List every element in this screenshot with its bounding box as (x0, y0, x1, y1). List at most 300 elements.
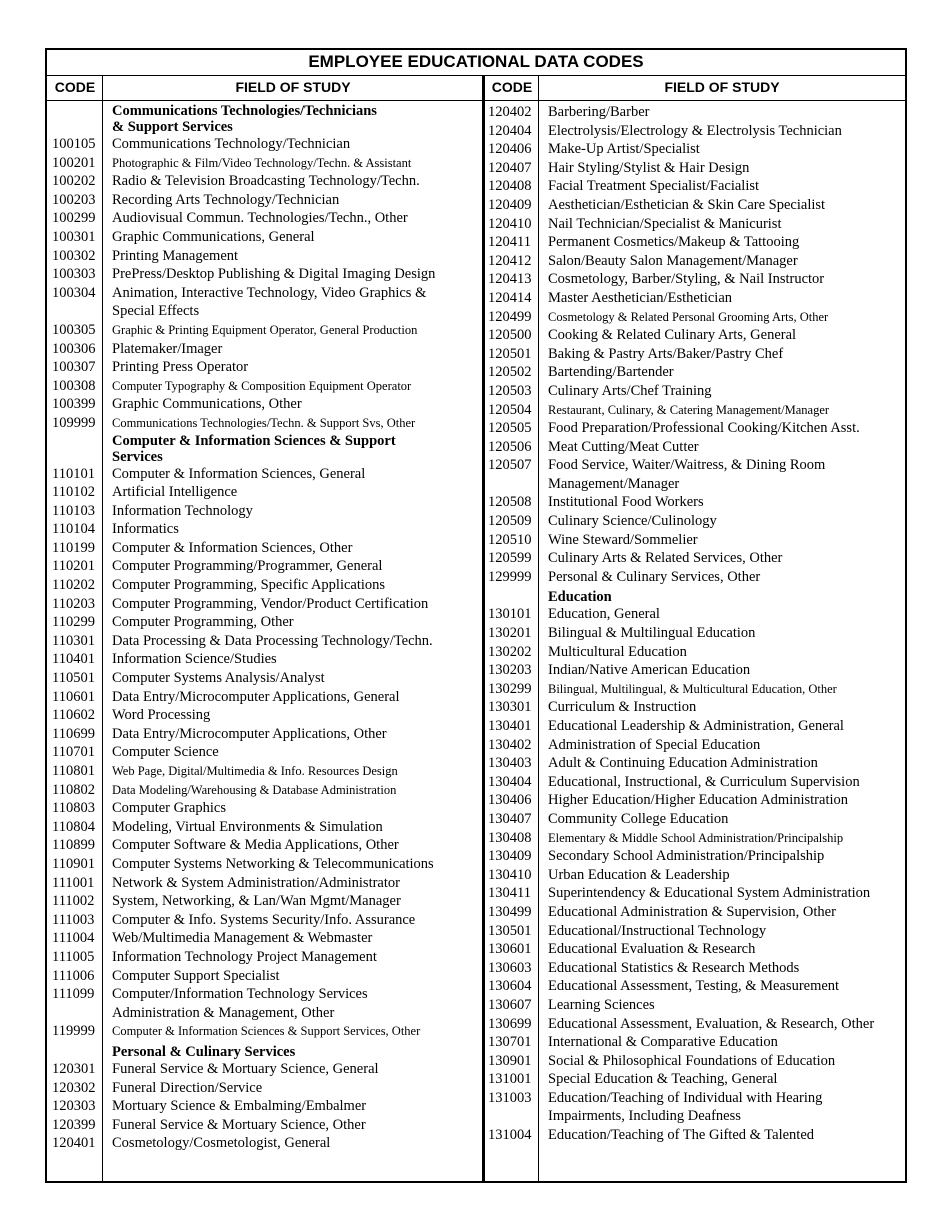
table-row (49, 557, 481, 576)
code-cell: 120599 (488, 550, 532, 567)
field-cell: Computer Software & Media Applications, Other (112, 837, 399, 854)
code-cell: 120413 (488, 271, 532, 288)
table-row (49, 632, 481, 651)
table-row (49, 395, 481, 414)
field-cell: Aesthetician/Esthetician & Skin Care Specialist (548, 196, 826, 213)
field-cell: Personal & Culinary Services (112, 1043, 296, 1060)
table-row (485, 475, 905, 494)
code-cell: 110203 (52, 595, 95, 612)
code-cell: 130301 (488, 699, 532, 716)
field-cell: Educational Administration & Supervision, Other (548, 903, 836, 920)
code-cell: 130901 (488, 1052, 532, 1069)
code-cell: 120406 (488, 141, 532, 158)
code-cell (485, 1107, 539, 1126)
code-cell (485, 589, 539, 605)
code-cell: 110101 (52, 465, 95, 482)
field-cell: Social & Philosophical Foundations of Education (548, 1052, 836, 1069)
table-row (49, 191, 481, 210)
code-cell: 130401 (488, 718, 532, 734)
table-row (485, 140, 905, 159)
field-cell: Education/Teaching of Individual with Hearing (548, 1089, 823, 1106)
table-row (485, 1107, 905, 1126)
code-cell: 130607 (488, 996, 532, 1013)
field-cell: Computer Support Specialist (112, 967, 280, 984)
field-cell: Mortuary Science & Embalming/Embalmer (112, 1098, 367, 1115)
table-row (49, 855, 481, 874)
field-cell: Community College Education (548, 810, 729, 827)
table-row (485, 884, 905, 903)
code-cell: 110699 (52, 725, 95, 742)
field-cell: Impairments, Including Deafness (548, 1108, 741, 1125)
code-cell: 130604 (488, 978, 532, 995)
code-cell: 110802 (52, 781, 95, 798)
field-cell: Administration of Special Education (548, 736, 761, 753)
code-cell: 100303 (52, 266, 96, 283)
table-row (49, 1134, 481, 1153)
field-cell: Computer Programming, Vendor/Product Certification (112, 595, 429, 612)
field-cell: Personal & Culinary Services, Other (548, 568, 761, 585)
table-row (49, 799, 481, 818)
code-cell: 111003 (52, 911, 95, 928)
table-row (485, 1126, 905, 1145)
field-cell: Printing Management (112, 247, 239, 264)
table-row (49, 358, 481, 377)
field-cell: Web/Multimedia Management & Webmaster (112, 930, 373, 947)
field-cell: Cooking & Related Culinary Arts, General (548, 327, 797, 344)
field-cell: Food Service, Waiter/Waitress, & Dining Room (548, 457, 826, 474)
field-cell: Bilingual & Multilingual Education (548, 625, 756, 642)
field-cell: Data Processing & Data Processing Technology/Techn. (112, 632, 433, 649)
field-cell: Bilingual, Multilingual, & Multicultural Education, Other (548, 681, 837, 696)
field-cell: Information Science/Studies (112, 651, 277, 668)
field-cell: Graphic Communications, Other (112, 396, 302, 413)
section-heading (49, 103, 481, 119)
code-cell: 120503 (488, 382, 532, 399)
code-cell: 110899 (52, 837, 95, 854)
code-cell: 110801 (52, 763, 95, 779)
code-cell: 130299 (488, 680, 532, 697)
table-row (49, 520, 481, 539)
table-row (485, 103, 905, 122)
field-cell: Restaurant, Culinary, & Catering Management/Manager (548, 402, 830, 417)
field-cell: Modeling, Virtual Environments & Simulation (112, 818, 383, 835)
field-cell: Computer Programming, Specific Applications (112, 577, 386, 594)
table-row (49, 265, 481, 284)
code-cell: 120401 (52, 1135, 96, 1152)
code-cell: 120407 (488, 159, 532, 176)
field-cell: Computer & Information Sciences, Other (112, 539, 353, 556)
field-cell: Education, General (548, 606, 660, 623)
code-cell: 130409 (488, 848, 532, 865)
field-cell: Adult & Continuing Education Administration (548, 755, 818, 772)
field-cell: Culinary Arts/Chef Training (548, 382, 712, 399)
table-row (49, 613, 481, 632)
field-cell: Photographic & Film/Video Technology/Techn. & Assistant (112, 155, 412, 170)
field-cell: Printing Press Operator (112, 359, 249, 376)
table-row (49, 688, 481, 707)
code-cell: 130499 (488, 903, 532, 920)
table-row (485, 382, 905, 401)
table-row (485, 438, 905, 457)
table-row (49, 967, 481, 986)
code-cell: 111005 (52, 948, 95, 965)
table-row (485, 549, 905, 568)
code-cell: 110803 (52, 800, 95, 817)
field-cell: PrePress/Desktop Publishing & Digital Imaging Design (112, 266, 436, 283)
section-heading (485, 589, 905, 605)
code-cell: 109999 (52, 414, 96, 431)
code-cell: 130408 (488, 829, 532, 846)
code-cell: 111004 (52, 930, 95, 947)
code-cell: 100307 (52, 359, 96, 376)
table-row (485, 847, 905, 866)
field-cell: Educational Statistics & Research Methods (548, 959, 800, 976)
code-cell: 120508 (488, 494, 532, 511)
code-cell: 111006 (52, 967, 95, 984)
code-cell: 131004 (488, 1127, 532, 1144)
field-cell: Computer Programming, Other (112, 614, 294, 631)
table-row (485, 1033, 905, 1052)
code-cell (49, 103, 103, 119)
field-cell: Educational Assessment, Evaluation, & Research, Other (548, 1015, 875, 1032)
field-cell: Graphic & Printing Equipment Operator, General Production (112, 322, 418, 337)
code-cell: 120510 (488, 531, 532, 548)
table-row (485, 270, 905, 289)
code-cell: 130402 (488, 736, 532, 753)
code-cell: 130501 (488, 922, 532, 939)
code-cell: 130201 (488, 625, 532, 642)
table-row (485, 419, 905, 438)
code-cell: 120507 (488, 457, 532, 474)
field-cell: Computer/Information Technology Services (112, 986, 368, 1003)
table-row (485, 903, 905, 922)
table-row (485, 568, 905, 587)
table-row (49, 135, 481, 154)
field-header-right: FIELD OF STUDY (539, 77, 905, 101)
table-row (485, 177, 905, 196)
table-row (49, 172, 481, 191)
field-cell: Informatics (112, 521, 179, 538)
field-cell: International & Comparative Education (548, 1034, 778, 1051)
table-row (49, 892, 481, 911)
table-row (49, 154, 481, 173)
code-cell: 110901 (52, 855, 95, 872)
field-cell: Bartending/Bartender (548, 364, 674, 381)
code-cell (49, 119, 103, 135)
code-cell: 100203 (52, 191, 96, 208)
field-cell: Urban Education & Leadership (548, 866, 730, 883)
code-cell: 130411 (488, 885, 531, 902)
table-row (49, 595, 481, 614)
field-cell: Culinary Science/Culinology (548, 513, 717, 530)
field-cell: Platemaker/Imager (112, 340, 223, 357)
table-row (485, 363, 905, 382)
field-cell: System, Networking, & Lan/Wan Mgmt/Manager (112, 893, 401, 910)
code-cell (485, 475, 539, 494)
code-cell: 131001 (488, 1071, 532, 1088)
code-cell: 120414 (488, 289, 532, 306)
table-row (485, 159, 905, 178)
table-row (485, 829, 905, 848)
code-cell: 131003 (488, 1089, 532, 1106)
code-cell: 110701 (52, 744, 95, 761)
code-cell: 130101 (488, 606, 532, 623)
code-cell: 100305 (52, 321, 96, 338)
table-row (49, 929, 481, 948)
code-cell (49, 433, 103, 449)
code-cell: 130603 (488, 959, 532, 976)
field-cell: Audiovisual Commun. Technologies/Techn., Other (112, 210, 408, 227)
field-cell: Funeral Direction/Service (112, 1079, 263, 1096)
table-row (49, 1004, 481, 1023)
field-cell: Special Effects (112, 303, 200, 320)
field-cell: Data Entry/Microcomputer Applications, Other (112, 725, 387, 742)
field-cell: Cosmetology & Related Personal Grooming Arts, Other (548, 309, 829, 324)
table-row (49, 650, 481, 669)
field-cell: Wine Steward/Sommelier (548, 531, 698, 548)
field-cell: Educational Evaluation & Research (548, 941, 756, 958)
table-row (485, 773, 905, 792)
table-row (485, 1052, 905, 1071)
table-row (49, 209, 481, 228)
code-cell: 120399 (52, 1116, 96, 1133)
code-cell: 120402 (488, 104, 532, 120)
field-cell: Computer Typography & Composition Equipment Operator (112, 378, 412, 393)
table-row (485, 456, 905, 475)
table-row (485, 326, 905, 345)
table-row (485, 940, 905, 959)
code-cell: 110401 (52, 651, 95, 668)
code-cell: 100105 (52, 136, 96, 152)
field-cell: Artificial Intelligence (112, 484, 238, 501)
section-heading (49, 119, 481, 135)
left-column (49, 103, 481, 1153)
table-row (485, 1070, 905, 1089)
table-row (49, 377, 481, 396)
table-row (485, 959, 905, 978)
table-row (49, 1022, 481, 1041)
table-row (49, 321, 481, 340)
code-header-left: CODE (47, 77, 103, 101)
table-row (49, 228, 481, 247)
table-row (485, 252, 905, 271)
table-row (49, 669, 481, 688)
code-cell: 120409 (488, 196, 532, 213)
code-cell: 120499 (488, 308, 532, 325)
field-cell: Nail Technician/Specialist & Manicurist (548, 215, 782, 232)
code-cell: 129999 (488, 568, 532, 585)
section-heading (49, 1044, 481, 1060)
table-row (485, 624, 905, 643)
table-row (485, 289, 905, 308)
code-cell (49, 1044, 103, 1060)
section-heading (49, 449, 481, 465)
code-cell: 111099 (52, 986, 95, 1003)
field-cell: Communications Technologies/Technicians (112, 103, 377, 119)
code-header-right: CODE (485, 77, 539, 101)
field-cell: Computer Science (112, 744, 219, 761)
code-cell: 110601 (52, 688, 95, 705)
code-cell: 100399 (52, 396, 96, 413)
table-row (485, 1015, 905, 1034)
table-row (485, 308, 905, 327)
table-row (49, 247, 481, 266)
table-row (485, 122, 905, 141)
code-cell: 100308 (52, 377, 96, 394)
table-row (485, 736, 905, 755)
field-cell: Graphic Communications, General (112, 228, 315, 245)
code-cell (49, 1004, 103, 1023)
field-cell: Funeral Service & Mortuary Science, Other (112, 1116, 366, 1133)
table-title: EMPLOYEE EDUCATIONAL DATA CODES (47, 50, 905, 76)
table-row (49, 1097, 481, 1116)
table-row (49, 465, 481, 484)
field-cell: Barbering/Barber (548, 104, 650, 120)
section-heading (49, 433, 481, 449)
table-row (49, 762, 481, 781)
field-cell: Permanent Cosmetics/Makeup & Tattooing (548, 234, 800, 251)
code-cell: 110301 (52, 632, 95, 649)
field-cell: Computer Programming/Programmer, General (112, 558, 383, 575)
table-row (485, 493, 905, 512)
field-cell: Make-Up Artist/Specialist (548, 141, 700, 158)
field-cell: Radio & Television Broadcasting Technology/Techn. (112, 173, 420, 190)
code-cell: 120504 (488, 401, 532, 418)
field-cell: Multicultural Education (548, 643, 687, 660)
table-row (49, 1079, 481, 1098)
code-cell: 110104 (52, 521, 95, 538)
table-row (485, 680, 905, 699)
field-cell: Secondary School Administration/Principalship (548, 848, 825, 865)
code-cell: 100202 (52, 173, 96, 190)
field-cell: Computer Systems Networking & Telecommunications (112, 855, 434, 872)
table-row (485, 922, 905, 941)
table-row (485, 196, 905, 215)
code-cell: 110501 (52, 670, 95, 687)
code-cell: 120404 (488, 122, 532, 139)
field-cell: Learning Sciences (548, 996, 655, 1013)
code-cell: 110602 (52, 707, 95, 724)
table-row (485, 791, 905, 810)
table-row (49, 340, 481, 359)
code-cell: 111002 (52, 893, 95, 910)
table-row (49, 874, 481, 893)
field-cell: Management/Manager (548, 475, 680, 492)
code-cell: 130699 (488, 1015, 532, 1032)
field-cell: Salon/Beauty Salon Management/Manager (548, 252, 798, 269)
table-row (485, 643, 905, 662)
field-cell: Data Entry/Microcomputer Applications, General (112, 688, 400, 705)
field-cell: Information Technology Project Management (112, 948, 377, 965)
field-cell: Baking & Pastry Arts/Baker/Pastry Chef (548, 345, 784, 362)
field-cell: Services (112, 448, 163, 465)
field-cell: Higher Education/Higher Education Administration (548, 792, 849, 809)
table-row (49, 284, 481, 303)
table-row (49, 743, 481, 762)
code-cell: 120301 (52, 1060, 96, 1077)
field-cell: Educational/Instructional Technology (548, 922, 767, 939)
code-cell: 120410 (488, 215, 532, 232)
table-row (485, 233, 905, 252)
code-cell: 120303 (52, 1098, 96, 1115)
field-cell: Culinary Arts & Related Services, Other (548, 550, 783, 567)
field-cell: Animation, Interactive Technology, Video Graphics & (112, 284, 427, 301)
field-cell: Special Education & Teaching, General (548, 1071, 778, 1088)
field-cell: Education/Teaching of The Gifted & Talented (548, 1127, 814, 1144)
table-row (49, 1060, 481, 1079)
table-row (49, 302, 481, 321)
table-row (485, 977, 905, 996)
field-cell: Hair Styling/Stylist & Hair Design (548, 159, 750, 176)
code-cell: 100299 (52, 210, 96, 227)
field-cell: Word Processing (112, 707, 211, 724)
table-row (49, 818, 481, 837)
table-row (49, 483, 481, 502)
code-cell (49, 302, 103, 321)
code-cell: 130410 (488, 866, 532, 883)
field-cell: Curriculum & Instruction (548, 699, 697, 716)
field-cell: Education (548, 589, 612, 606)
table-row (49, 1116, 481, 1135)
field-cell: Computer & Info. Systems Security/Info. Assurance (112, 911, 416, 928)
field-cell: Computer Graphics (112, 800, 226, 817)
code-cell: 120408 (488, 178, 532, 195)
table-row (49, 576, 481, 595)
educational-codes-table (45, 48, 907, 1183)
field-cell: Data Modeling/Warehousing & Database Administration (112, 782, 397, 797)
code-cell: 120506 (488, 438, 532, 455)
field-cell: Computer & Information Sciences & Support (112, 432, 396, 449)
code-cell: 120500 (488, 327, 532, 344)
table-row (485, 996, 905, 1015)
code-cell: 130202 (488, 643, 532, 660)
field-cell: Web Page, Digital/Multimedia & Info. Resources Design (112, 764, 398, 778)
field-cell: Recording Arts Technology/Technician (112, 191, 340, 208)
table-row (485, 754, 905, 773)
field-cell: Superintendency & Educational System Administration (548, 885, 871, 902)
field-cell: Facial Treatment Specialist/Facialist (548, 178, 760, 195)
code-cell: 110299 (52, 614, 95, 631)
field-cell: Meat Cutting/Meat Cutter (548, 438, 699, 455)
code-cell: 120411 (488, 234, 531, 251)
code-cell (49, 449, 103, 465)
table-row (485, 717, 905, 736)
field-cell: Communications Technology/Technician (112, 136, 351, 152)
field-cell: Computer & Information Sciences, General (112, 465, 366, 482)
table-row (49, 911, 481, 930)
code-cell: 110202 (52, 577, 95, 594)
table-row (485, 866, 905, 885)
field-cell: Cosmetology, Barber/Styling, & Nail Instructor (548, 271, 825, 288)
field-cell: Funeral Service & Mortuary Science, General (112, 1060, 379, 1077)
code-cell: 119999 (52, 1023, 95, 1040)
field-cell: Computer & Information Sciences & Support Services, Other (112, 1024, 421, 1039)
field-cell: Food Preparation/Professional Cooking/Kitchen Asst. (548, 420, 860, 437)
code-cell: 110103 (52, 502, 95, 519)
field-cell: Indian/Native American Education (548, 662, 751, 679)
right-column (485, 103, 905, 1145)
field-cell: Communications Technologies/Techn. & Support Svs, Other (112, 415, 416, 430)
field-cell: Educational Leadership & Administration, General (548, 718, 844, 734)
code-cell: 130601 (488, 941, 532, 958)
table-row (49, 706, 481, 725)
table-row (485, 1089, 905, 1108)
table-row (485, 345, 905, 364)
table-row (49, 948, 481, 967)
code-cell: 100306 (52, 340, 96, 357)
field-cell: Information Technology (112, 502, 253, 519)
field-cell: Computer Systems Analysis/Analyst (112, 670, 325, 687)
